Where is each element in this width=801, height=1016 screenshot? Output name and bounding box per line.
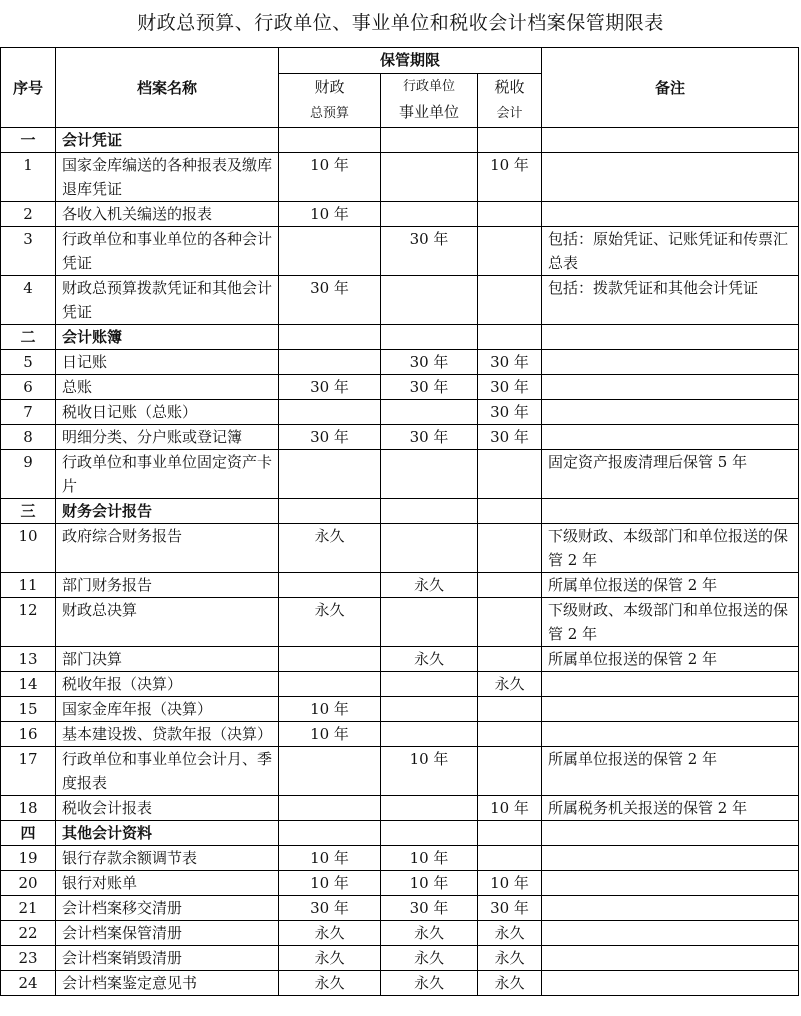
remark: 包括：原始凭证、记账凭证和传票汇总表 xyxy=(542,227,799,276)
period-finance: 10 年 xyxy=(279,697,381,722)
table-row xyxy=(1,672,799,697)
row-number: 13 xyxy=(1,647,56,672)
row-number: 7 xyxy=(1,400,56,425)
row-number: 14 xyxy=(1,672,56,697)
period-finance xyxy=(279,747,381,796)
table-row xyxy=(1,647,799,672)
period-tax xyxy=(478,598,542,647)
remark xyxy=(542,672,799,697)
table-row xyxy=(1,153,799,202)
period-admin xyxy=(381,450,478,499)
section-number: 二 xyxy=(1,325,56,350)
period-admin: 10 年 xyxy=(381,747,478,796)
period-finance: 30 年 xyxy=(279,276,381,325)
period-tax: 30 年 xyxy=(478,400,542,425)
section-empty-cell xyxy=(279,821,381,846)
period-admin: 永久 xyxy=(381,921,478,946)
table-row xyxy=(1,846,799,871)
archive-name: 银行对账单 xyxy=(56,871,279,896)
archive-name: 国家金库编送的各种报表及缴库退库凭证 xyxy=(56,153,279,202)
section-empty-cell xyxy=(478,499,542,524)
row-number: 5 xyxy=(1,350,56,375)
row-number: 9 xyxy=(1,450,56,499)
remark: 下级财政、本级部门和单位报送的保管 2 年 xyxy=(542,524,799,573)
period-finance xyxy=(279,450,381,499)
period-tax: 10 年 xyxy=(478,796,542,821)
remark xyxy=(542,375,799,400)
remark: 所属税务机关报送的保管 2 年 xyxy=(542,796,799,821)
archive-name: 国家金库年报（决算） xyxy=(56,697,279,722)
section-empty-cell xyxy=(542,499,799,524)
period-finance xyxy=(279,647,381,672)
period-tax xyxy=(478,524,542,573)
row-number: 23 xyxy=(1,946,56,971)
period-tax: 10 年 xyxy=(478,153,542,202)
remark xyxy=(542,400,799,425)
archive-name: 税收年报（决算） xyxy=(56,672,279,697)
row-number: 16 xyxy=(1,722,56,747)
period-finance: 10 年 xyxy=(279,202,381,227)
row-number: 19 xyxy=(1,846,56,871)
period-admin xyxy=(381,598,478,647)
period-finance xyxy=(279,672,381,697)
row-number: 22 xyxy=(1,921,56,946)
period-finance: 永久 xyxy=(279,971,381,996)
section-row xyxy=(1,128,799,153)
period-tax: 30 年 xyxy=(478,896,542,921)
table-row xyxy=(1,722,799,747)
remark: 下级财政、本级部门和单位报送的保管 2 年 xyxy=(542,598,799,647)
table-row xyxy=(1,425,799,450)
remark xyxy=(542,896,799,921)
remark xyxy=(542,153,799,202)
row-number: 18 xyxy=(1,796,56,821)
archive-name: 银行存款余额调节表 xyxy=(56,846,279,871)
row-number: 15 xyxy=(1,697,56,722)
table-row xyxy=(1,946,799,971)
section-row xyxy=(1,821,799,846)
section-number: 三 xyxy=(1,499,56,524)
row-number: 20 xyxy=(1,871,56,896)
period-tax xyxy=(478,202,542,227)
archive-name: 会计档案鉴定意见书 xyxy=(56,971,279,996)
period-tax: 永久 xyxy=(478,672,542,697)
section-title: 会计凭证 xyxy=(56,128,279,153)
remark xyxy=(542,971,799,996)
header-period: 保管期限 xyxy=(279,48,542,74)
period-tax xyxy=(478,722,542,747)
table-row xyxy=(1,375,799,400)
table-row xyxy=(1,971,799,996)
period-finance xyxy=(279,400,381,425)
section-empty-cell xyxy=(279,325,381,350)
table-row xyxy=(1,871,799,896)
period-admin xyxy=(381,400,478,425)
remark xyxy=(542,722,799,747)
table-row xyxy=(1,747,799,796)
period-tax: 30 年 xyxy=(478,350,542,375)
archive-name: 会计档案销毁清册 xyxy=(56,946,279,971)
remark xyxy=(542,425,799,450)
remark xyxy=(542,846,799,871)
period-finance: 10 年 xyxy=(279,722,381,747)
period-finance: 永久 xyxy=(279,598,381,647)
remark xyxy=(542,921,799,946)
archive-name: 各收入机关编送的报表 xyxy=(56,202,279,227)
table-row xyxy=(1,400,799,425)
period-finance: 30 年 xyxy=(279,896,381,921)
row-number: 2 xyxy=(1,202,56,227)
row-number: 6 xyxy=(1,375,56,400)
period-tax xyxy=(478,647,542,672)
section-empty-cell xyxy=(381,821,478,846)
period-tax xyxy=(478,747,542,796)
table-row xyxy=(1,227,799,276)
remark xyxy=(542,946,799,971)
row-number: 8 xyxy=(1,425,56,450)
archive-name: 部门决算 xyxy=(56,647,279,672)
archive-name: 会计档案保管清册 xyxy=(56,921,279,946)
header-col-finance: 财政 总预算 xyxy=(279,74,381,128)
period-finance: 永久 xyxy=(279,524,381,573)
period-finance: 永久 xyxy=(279,921,381,946)
archive-name: 行政单位和事业单位的各种会计凭证 xyxy=(56,227,279,276)
period-tax: 30 年 xyxy=(478,375,542,400)
section-title: 其他会计资料 xyxy=(56,821,279,846)
period-admin xyxy=(381,722,478,747)
archive-name: 日记账 xyxy=(56,350,279,375)
section-empty-cell xyxy=(478,128,542,153)
period-admin xyxy=(381,697,478,722)
period-finance: 永久 xyxy=(279,946,381,971)
archive-name: 财政总决算 xyxy=(56,598,279,647)
archive-name: 总账 xyxy=(56,375,279,400)
period-finance: 10 年 xyxy=(279,153,381,202)
section-title: 财务会计报告 xyxy=(56,499,279,524)
table-row xyxy=(1,573,799,598)
header-col-tax: 税收 会计 xyxy=(478,74,542,128)
period-tax xyxy=(478,573,542,598)
section-empty-cell xyxy=(279,128,381,153)
table-row xyxy=(1,524,799,573)
remark xyxy=(542,350,799,375)
table-row xyxy=(1,896,799,921)
remark xyxy=(542,697,799,722)
section-number: 四 xyxy=(1,821,56,846)
row-number: 11 xyxy=(1,573,56,598)
table-row xyxy=(1,697,799,722)
period-admin: 永久 xyxy=(381,946,478,971)
period-tax xyxy=(478,846,542,871)
section-empty-cell xyxy=(381,325,478,350)
period-tax xyxy=(478,450,542,499)
remark: 固定资产报废清理后保管 5 年 xyxy=(542,450,799,499)
section-title: 会计账簿 xyxy=(56,325,279,350)
remark: 所属单位报送的保管 2 年 xyxy=(542,573,799,598)
table-row xyxy=(1,598,799,647)
period-finance: 10 年 xyxy=(279,871,381,896)
table-row xyxy=(1,796,799,821)
period-admin xyxy=(381,202,478,227)
period-admin: 30 年 xyxy=(381,375,478,400)
table-row xyxy=(1,202,799,227)
period-admin xyxy=(381,672,478,697)
period-admin xyxy=(381,276,478,325)
row-number: 1 xyxy=(1,153,56,202)
archive-name: 部门财务报告 xyxy=(56,573,279,598)
section-number: 一 xyxy=(1,128,56,153)
section-empty-cell xyxy=(542,325,799,350)
remark xyxy=(542,871,799,896)
period-tax: 永久 xyxy=(478,971,542,996)
section-empty-cell xyxy=(381,128,478,153)
section-empty-cell xyxy=(542,128,799,153)
period-admin: 30 年 xyxy=(381,896,478,921)
period-admin: 30 年 xyxy=(381,227,478,276)
page-title: 财政总预算、行政单位、事业单位和税收会计档案保管期限表 xyxy=(137,12,664,34)
header-seq: 序号 xyxy=(1,48,56,128)
period-admin: 永久 xyxy=(381,647,478,672)
remark: 所属单位报送的保管 2 年 xyxy=(542,647,799,672)
archive-name: 明细分类、分户账或登记簿 xyxy=(56,425,279,450)
remark xyxy=(542,202,799,227)
period-admin: 永久 xyxy=(381,573,478,598)
period-admin: 30 年 xyxy=(381,350,478,375)
row-number: 4 xyxy=(1,276,56,325)
row-number: 10 xyxy=(1,524,56,573)
period-tax: 永久 xyxy=(478,921,542,946)
header-note: 备注 xyxy=(542,48,799,128)
section-empty-cell xyxy=(279,499,381,524)
period-admin: 30 年 xyxy=(381,425,478,450)
period-finance xyxy=(279,796,381,821)
period-admin xyxy=(381,524,478,573)
header-name: 档案名称 xyxy=(56,48,279,128)
archive-name: 行政单位和事业单位固定资产卡片 xyxy=(56,450,279,499)
period-admin xyxy=(381,796,478,821)
row-number: 3 xyxy=(1,227,56,276)
row-number: 24 xyxy=(1,971,56,996)
section-empty-cell xyxy=(478,325,542,350)
table-row xyxy=(1,921,799,946)
table-row xyxy=(1,350,799,375)
period-finance: 30 年 xyxy=(279,375,381,400)
archive-name: 基本建设拨、贷款年报（决算） xyxy=(56,722,279,747)
archive-name: 税收会计报表 xyxy=(56,796,279,821)
row-number: 12 xyxy=(1,598,56,647)
row-number: 17 xyxy=(1,747,56,796)
header-col-admin: 行政单位 事业单位 xyxy=(381,74,478,128)
period-tax xyxy=(478,276,542,325)
archive-name: 行政单位和事业单位会计月、季度报表 xyxy=(56,747,279,796)
table-row xyxy=(1,276,799,325)
period-tax xyxy=(478,227,542,276)
period-admin: 10 年 xyxy=(381,846,478,871)
period-finance: 10 年 xyxy=(279,846,381,871)
archive-name: 会计档案移交清册 xyxy=(56,896,279,921)
section-empty-cell xyxy=(542,821,799,846)
period-admin xyxy=(381,153,478,202)
row-number: 21 xyxy=(1,896,56,921)
section-row xyxy=(1,499,799,524)
period-finance xyxy=(279,227,381,276)
period-finance: 30 年 xyxy=(279,425,381,450)
section-empty-cell xyxy=(381,499,478,524)
period-tax: 10 年 xyxy=(478,871,542,896)
table-row xyxy=(1,450,799,499)
remark: 所属单位报送的保管 2 年 xyxy=(542,747,799,796)
section-row xyxy=(1,325,799,350)
period-tax xyxy=(478,697,542,722)
section-empty-cell xyxy=(478,821,542,846)
archive-name: 政府综合财务报告 xyxy=(56,524,279,573)
remark: 包括：拨款凭证和其他会计凭证 xyxy=(542,276,799,325)
period-admin: 10 年 xyxy=(381,871,478,896)
period-admin: 永久 xyxy=(381,971,478,996)
period-finance xyxy=(279,350,381,375)
period-tax: 30 年 xyxy=(478,425,542,450)
retention-table xyxy=(0,47,799,996)
archive-name: 财政总预算拨款凭证和其他会计凭证 xyxy=(56,276,279,325)
period-finance xyxy=(279,573,381,598)
period-tax: 永久 xyxy=(478,946,542,971)
archive-name: 税收日记账（总账） xyxy=(56,400,279,425)
